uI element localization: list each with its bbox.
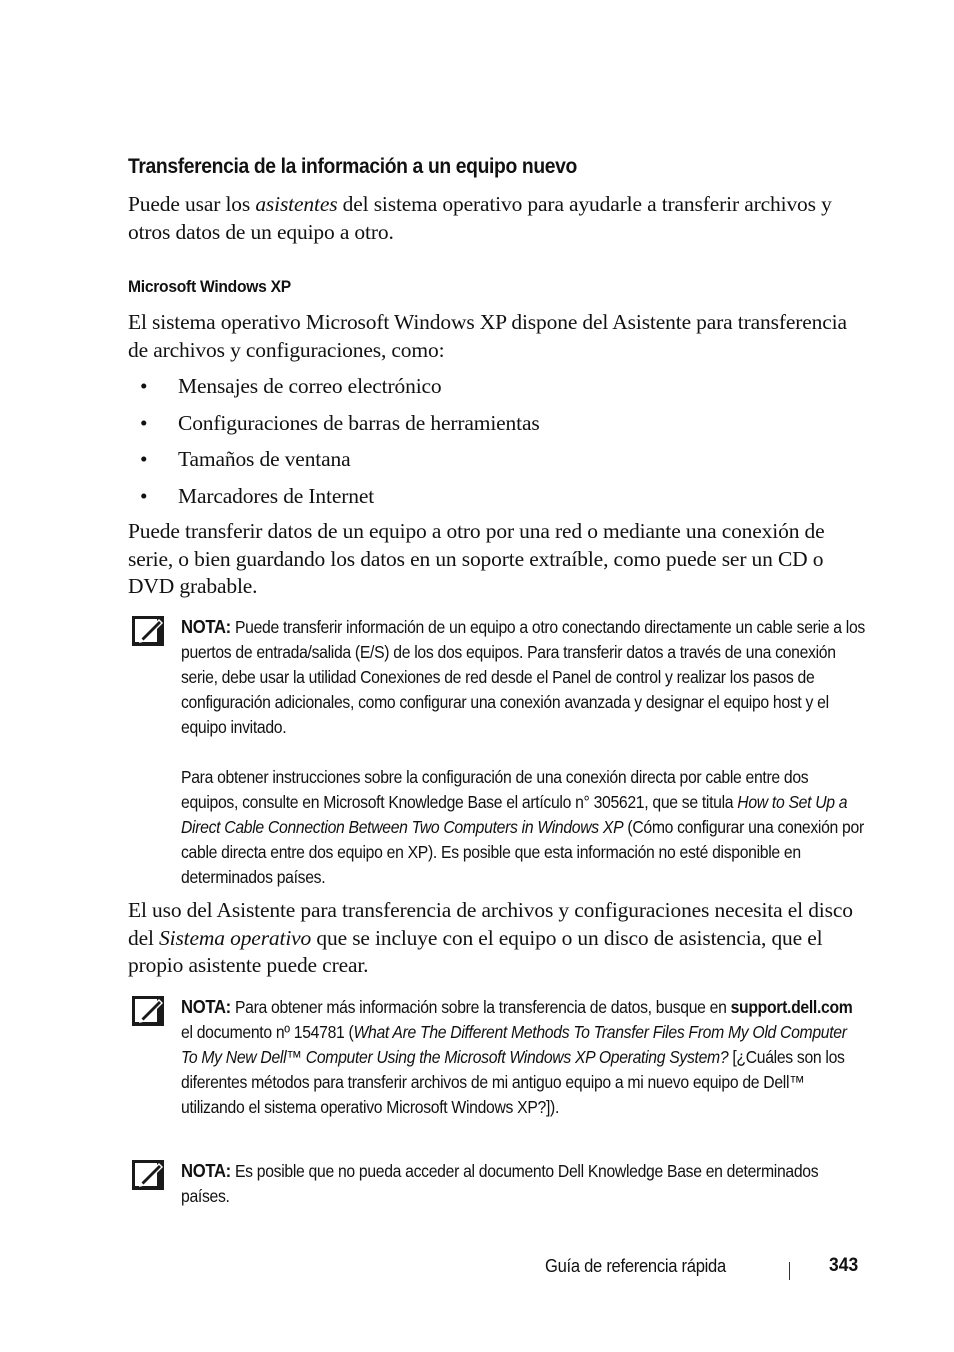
note-1-body <box>181 614 865 890</box>
intro-italic: asistentes <box>255 192 338 216</box>
intro-text-2: del sistema operativo para ayudarle a transferir archivos y otros datos de un equipo a otro. <box>128 192 832 244</box>
pencil-note-icon <box>132 1160 164 1190</box>
pencil-note-icon <box>132 616 164 646</box>
footer-guide-title: Guía de referencia rápida <box>545 1256 726 1276</box>
note-1-paragraph-2: Para obtener instrucciones sobre la configuración de una conexión directa por cable entre dos equipos, consulte en Microsoft Knowledge Base el artículo n° 305621, que se titula How to Set Up a Direct Cable Connection Between Two Computers in Windows XP (Cómo configurar una conexión por cable directa entre dos equipo en XP). Es posible que esta información no esté disponible en determinados países. <box>181 767 864 887</box>
intro-paragraph <box>128 191 858 246</box>
note-label: NOTA: <box>181 616 231 637</box>
footer-separator <box>789 1262 790 1280</box>
feature-list <box>128 372 858 518</box>
note-3-body: NOTA: Es posible que no pueda acceder al documento Dell Knowledge Base en determinados países. <box>181 1160 819 1206</box>
note-2-body: NOTA: Para obtener más información sobre la transferencia de datos, busque en support.dell.com el documento nº 154781 (What Are The Different Methods To Transfer Files From My Old Computer To My New Dell™ Computer Using the Microsoft Windows XP Operating System? [¿Cuáles son los diferentes métodos para transferir archivos de mi antiguo equipo a mi nuevo equipo de Dell™ utilizando el sistema operativo Microsoft Windows XP?]). <box>181 996 853 1117</box>
list-item: • Marcadores de Internet <box>140 483 375 508</box>
xp-intro-paragraph: El sistema operativo Microsoft Windows XP dispone del Asistente para transferencia de archivos y configuraciones, como: <box>128 310 847 362</box>
transfer-paragraph: Puede transferir datos de un equipo a otro por una red o mediante una conexión de serie, o bien guardando los datos en un soporte extraíble, como puede ser un CD o DVD grabable. <box>128 519 825 598</box>
list-item: • Mensajes de correo electrónico <box>140 374 442 398</box>
intro-text-1: Puede usar los <box>128 192 256 216</box>
pencil-note-icon <box>132 996 164 1026</box>
page-footer <box>0 1254 954 1284</box>
page-number: 343 <box>829 1255 859 1276</box>
subsection-title: Microsoft Windows XP <box>128 277 291 296</box>
list-item: • Configuraciones de barras de herramientas <box>140 410 540 435</box>
list-item: • Tamaños de ventana <box>140 447 351 471</box>
section-title: Transferencia de la información a un equipo nuevo <box>128 155 577 178</box>
support-link[interactable]: support.dell.com <box>730 997 853 1017</box>
wizard-paragraph: El uso del Asistente para transferencia de archivos y configuraciones necesita el disco del Sistema operativo que se incluye con el equipo o un disco de asistencia, que el propio asistente puede crear. <box>128 898 853 977</box>
note-1-paragraph-1: NOTA: Puede transferir información de un equipo a otro conectando directamente un cable serie a los puertos de entrada/salida (E/S) de los dos equipos. Para transferir datos a través de una conexión serie, debe usar la utilidad Conexiones de red desde el Panel de control y realizar los pasos de configuración adicionales, como configurar una conexión avanzada y designar el equipo host y el equipo invitado. <box>181 616 865 737</box>
